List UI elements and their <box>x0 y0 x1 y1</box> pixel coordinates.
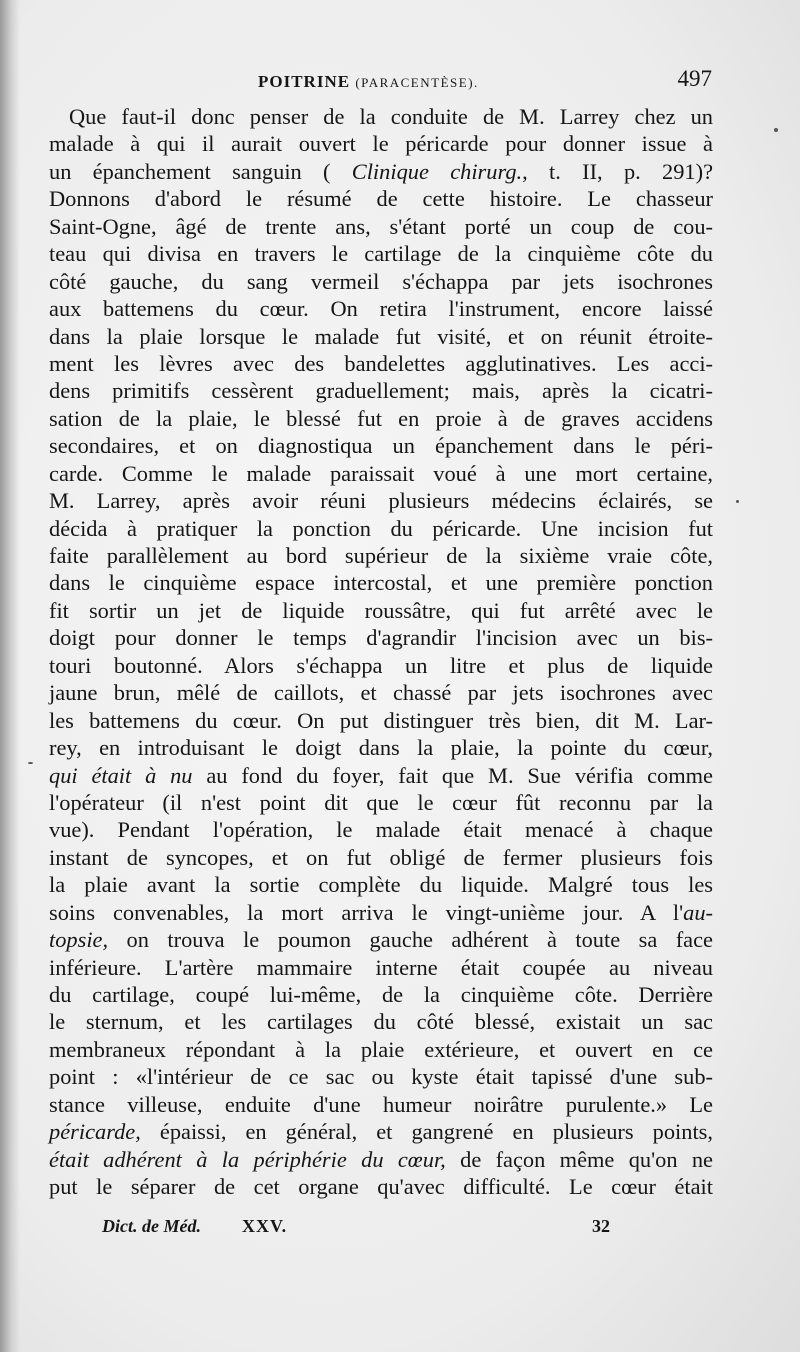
text-segment: stance villeuse, enduite d'une humeur noirâtre purulente.» Le <box>49 1091 713 1117</box>
text-line <box>49 103 713 130</box>
text-segment: instant de syncopes, et on fut obligé de fermer plusieurs fois <box>49 844 713 870</box>
italic-text: était adhérent à la périphérie du cœur, <box>49 1146 446 1172</box>
text-segment: carde. Comme le malade paraissait voué à une mort certaine, <box>49 460 713 486</box>
text-line <box>49 1091 713 1118</box>
italic-text: au- <box>683 899 713 925</box>
text-segment: Que faut-il donc penser de la conduite de M. Larrey chez un <box>69 104 713 129</box>
text-line <box>49 213 713 240</box>
text-segment: vue). Pendant l'opération, le malade était menacé à chaque <box>49 817 713 843</box>
text-line <box>49 1063 713 1090</box>
footer-volume: XXV. <box>242 1216 288 1236</box>
running-head-title: POITRINE <box>258 72 351 91</box>
body-text <box>49 103 713 1201</box>
text-line <box>49 624 713 651</box>
text-line <box>49 597 713 624</box>
text-line <box>49 377 713 404</box>
text-line <box>49 954 713 981</box>
running-head-subtitle: (PARACENTÈSE). <box>355 75 479 90</box>
text-line <box>49 515 713 542</box>
text-line <box>49 487 713 514</box>
text-segment: de façon même qu'on ne <box>445 1146 713 1172</box>
page-number: 497 <box>677 66 712 91</box>
text-segment: l'opérateur (il n'est point dit que le cœur fût reconnu par la <box>49 789 713 815</box>
text-segment: décida à pratiquer la ponction du péricarde. Une incision fut <box>49 515 713 541</box>
text-line <box>49 1173 713 1200</box>
text-segment: dans le cinquième espace intercostal, et une première ponction <box>49 570 713 596</box>
text-line <box>49 569 713 596</box>
text-line <box>49 1118 713 1145</box>
text-segment: put le séparer de cet organe qu'avec difficulté. Le cœur était <box>49 1174 713 1200</box>
text-line <box>49 295 713 322</box>
text-segment: un épanchement sanguin ( <box>49 158 352 184</box>
text-segment: au fond du foyer, fait que M. Sue vérifia comme <box>192 762 713 788</box>
text-line <box>49 158 713 185</box>
italic-text: Clinique chirurg. <box>351 158 523 184</box>
text-segment: dens primitifs cessèrent graduellement; mais, après la cicatri- <box>49 378 713 404</box>
text-line <box>49 1146 713 1173</box>
italic-text: péricarde, <box>49 1119 141 1145</box>
text-line <box>49 323 713 350</box>
page-header <box>46 66 712 96</box>
text-segment: secondaires, et on diagnostiqua un épanchement dans le péri- <box>49 433 713 459</box>
text-segment: point : «l'intérieur de ce sac ou kyste était tapissé d'une sub- <box>49 1064 713 1090</box>
text-line <box>49 185 713 212</box>
text-segment: soins convenables, la mort arriva le vingt-unième jour. A l' <box>49 899 684 925</box>
text-segment: malade à qui il aurait ouvert le péricarde pour donner issue à <box>49 131 713 157</box>
text-line <box>49 268 713 295</box>
text-line <box>49 816 713 843</box>
text-segment: jaune brun, mêlé de caillots, et chassé par jets isochrones avec <box>49 680 713 706</box>
text-line <box>49 1008 713 1035</box>
text-line <box>49 679 713 706</box>
footer-signature-mark: 32 <box>592 1216 610 1236</box>
text-line <box>49 844 713 871</box>
text-line <box>49 460 713 487</box>
page-gutter-shadow <box>0 0 20 1352</box>
text-line <box>49 350 713 377</box>
text-segment: inférieure. L'artère mammaire interne était coupée au niveau <box>49 954 713 980</box>
text-line <box>49 240 713 267</box>
text-line <box>49 432 713 459</box>
text-segment: M. Larrey, après avoir réuni plusieurs médecins éclairés, se <box>49 488 713 514</box>
text-segment: Saint-Ogne, âgé de trente ans, s'étant porté un coup de cou- <box>49 213 713 239</box>
text-segment: doigt pour donner le temps d'agrandir l'incision avec un bis- <box>49 625 713 651</box>
text-segment: dans la plaie lorsque le malade fut visité, et on réunit étroite- <box>49 323 713 349</box>
footer-book-title: Dict. de Méd. <box>102 1216 201 1236</box>
text-line <box>49 652 713 679</box>
text-segment: la plaie avant la sortie complète du liquide. Malgré tous les <box>49 872 713 898</box>
text-segment: aux battemens du cœur. On retira l'instrument, encore laissé <box>49 296 713 322</box>
text-line <box>49 981 713 1008</box>
text-segment: du cartilage, coupé lui-même, de la cinquième côte. Derrière <box>49 982 713 1007</box>
text-segment: les battemens du cœur. On put distinguer très bien, dit M. Lar- <box>49 707 713 733</box>
text-line <box>49 871 713 898</box>
text-line <box>49 707 713 734</box>
text-line <box>49 762 713 789</box>
text-line <box>49 542 713 569</box>
ink-speck <box>774 128 778 132</box>
text-line <box>49 734 713 761</box>
text-segment: rey, en introduisant le doigt dans la plaie, la pointe du cœur, <box>49 735 713 761</box>
ink-speck <box>28 762 33 764</box>
italic-text: topsie, <box>49 927 109 953</box>
running-head <box>258 72 479 92</box>
text-line <box>49 926 713 953</box>
page-footer <box>102 1216 622 1244</box>
text-segment: fit sortir un jet de liquide roussâtre, qui fut arrêté avec le <box>49 597 713 623</box>
text-line <box>49 405 713 432</box>
ink-speck <box>736 500 739 503</box>
text-segment: teau qui divisa en travers le cartilage de la cinquième côte du <box>49 241 713 267</box>
text-segment: touri boutonné. Alors s'échappa un litre et plus de liquide <box>49 652 713 678</box>
text-segment: membraneux répondant à la plaie extérieure, et ouvert en ce <box>49 1036 713 1062</box>
text-segment: Donnons d'abord le résumé de cette histoire. Le chasseur <box>49 186 713 212</box>
text-segment: on trouva le poumon gauche adhérent à toute sa face <box>108 927 713 953</box>
text-segment: le sternum, et les cartilages du côté blessé, existait un sac <box>49 1009 713 1035</box>
text-line <box>49 130 713 157</box>
text-line <box>49 1036 713 1063</box>
text-segment: épaissi, en général, et gangrené en plusieurs points, <box>140 1119 713 1145</box>
italic-text: qui était à nu <box>49 762 193 788</box>
text-line <box>49 789 713 816</box>
text-segment: , t. II, p. 291)? <box>522 158 714 184</box>
text-segment: ment les lèvres avec des bandelettes agglutinatives. Les acci- <box>49 350 713 376</box>
text-segment: sation de la plaie, le blessé fut en proie à de graves accidens <box>49 405 713 431</box>
text-line <box>49 899 713 926</box>
text-segment: faite parallèlement au bord supérieur de la sixième vraie côte, <box>49 543 713 568</box>
text-segment: côté gauche, du sang vermeil s'échappa par jets isochrones <box>49 268 713 294</box>
